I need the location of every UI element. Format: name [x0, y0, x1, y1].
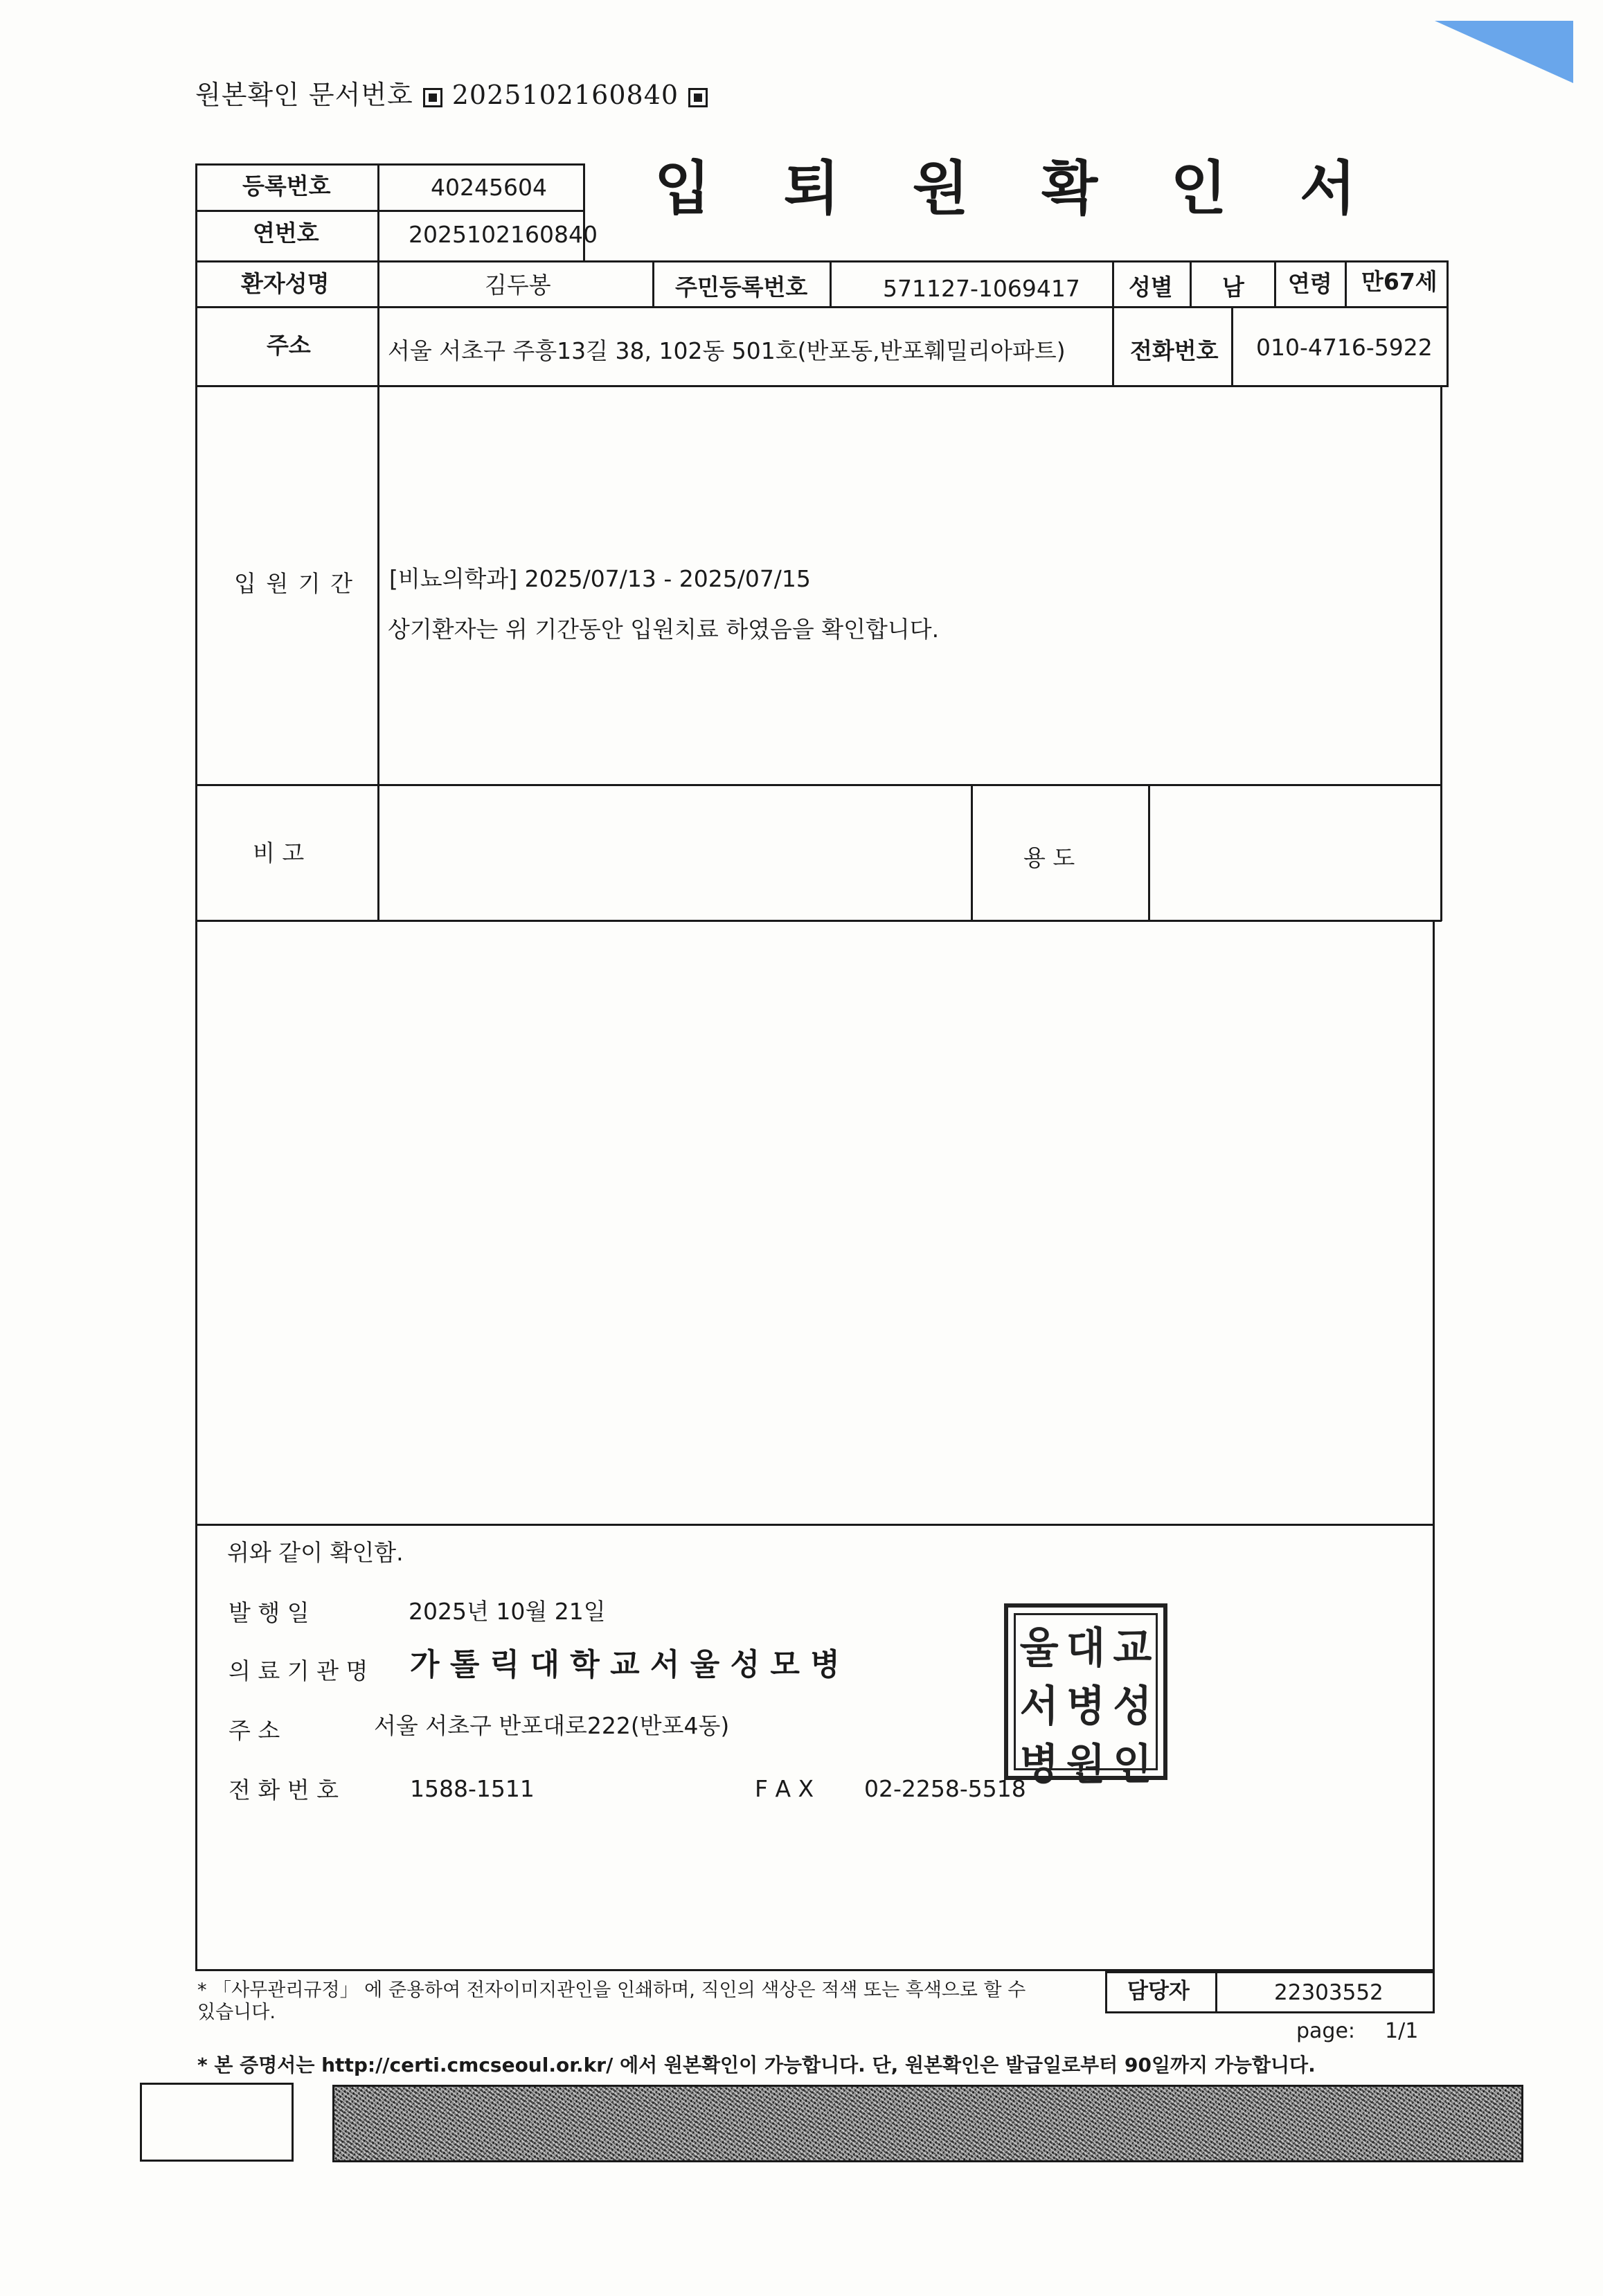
institution-label: 의 료 기 관 명 [229, 1657, 368, 1684]
age-value: 만67세 [1361, 268, 1438, 295]
remarks-label: 비 고 [253, 839, 305, 866]
issuer-phone: 1588-1511 [410, 1775, 535, 1802]
seal-char: 서 [1019, 1681, 1059, 1731]
sex-label: 성별 [1129, 274, 1173, 301]
footer-note-line2: 있습니다. [197, 2002, 276, 2023]
patient-name: 김두봉 [485, 272, 551, 299]
admission-period: [비뇨의학과] 2025/07/13 - 2025/07/15 [389, 565, 811, 592]
seal-char: 병 [1019, 1739, 1059, 1789]
page-label: page: [1296, 2019, 1356, 2043]
age-label: 연령 [1288, 270, 1332, 297]
admission-period-label: 입 원 기 간 [234, 570, 354, 597]
document-check-line [195, 82, 717, 108]
address-label: 주소 [267, 332, 311, 359]
resident-number-label: 주민등록번호 [675, 274, 808, 301]
resident-number: 571127-1069417 [883, 275, 1080, 302]
seal-char: 성 [1113, 1681, 1152, 1731]
document-check-label: 원본확인 문서번호 [195, 80, 413, 110]
address-value: 서울 서초구 주흥13길 38, 102동 501호(반포동,반포훼밀리아파트) [388, 337, 1066, 364]
square-bullet-icon [423, 88, 442, 107]
seal-grid [1014, 1613, 1158, 1789]
sex-value: 남 [1222, 274, 1244, 301]
purpose-label: 용 도 [1023, 844, 1075, 871]
footer-verification-note: * 본 증명서는 http://certi.cmcseoul.or.kr/ 에서 원본확인이 가능합니다. 단, 원본확인은 발급일로부터 90일까지 가능합니다. [197, 2054, 1316, 2076]
manager-id: 22303552 [1274, 1980, 1383, 2005]
seal-char: 원 [1066, 1739, 1105, 1789]
security-barcode [332, 2085, 1523, 2162]
patient-name-label: 환자성명 [241, 270, 330, 297]
square-bullet-icon [688, 88, 708, 107]
registration-number-label: 등록번호 [242, 172, 331, 199]
fax-number: 02-2258-5518 [864, 1775, 1026, 1802]
confirmation-text: 위와 같이 확인함. [227, 1539, 404, 1566]
serial-number: 2025102160840 [409, 221, 598, 248]
corner-tape-mark [1435, 21, 1573, 83]
issue-date-label: 발 행 일 [229, 1599, 310, 1626]
document-check-number: 2025102160840 [451, 80, 679, 110]
stamp-box [140, 2083, 294, 2162]
official-seal [1004, 1603, 1167, 1789]
seal-char: 교 [1113, 1623, 1152, 1673]
admission-statement: 상기환자는 위 기간동안 입원치료 하였음을 확인합니다. [388, 616, 940, 643]
fax-label: F A X [755, 1775, 814, 1802]
footer-note-line1: * 「사무관리규정」 에 준용하여 전자이미지관인을 인쇄하며, 직인의 색상은 적색 또는 흑색으로 할 수 [197, 1979, 1026, 2001]
seal-char: 대 [1066, 1623, 1105, 1673]
phone-value: 010-4716-5922 [1256, 334, 1433, 361]
issue-date: 2025년 10월 21일 [409, 1598, 606, 1625]
institution-name: 가 톨 릭 대 학 교 서 울 성 모 병 [410, 1647, 840, 1682]
issuer-address-label: 주 소 [229, 1717, 280, 1744]
registration-number: 40245604 [431, 174, 547, 201]
seal-char: 병 [1066, 1681, 1105, 1731]
seal-char: 울 [1019, 1623, 1059, 1673]
page-number: 1/1 [1385, 2019, 1419, 2043]
issuer-phone-label: 전 화 번 호 [229, 1777, 339, 1804]
issuer-address: 서울 서초구 반포대로222(반포4동) [374, 1712, 730, 1739]
seal-char: 인 [1113, 1739, 1152, 1789]
document-title: 입 퇴 원 확 인 서 [654, 154, 1383, 222]
phone-label: 전화번호 [1130, 337, 1219, 364]
manager-label: 담당자 [1127, 1979, 1190, 2004]
serial-number-label: 연번호 [253, 220, 319, 247]
